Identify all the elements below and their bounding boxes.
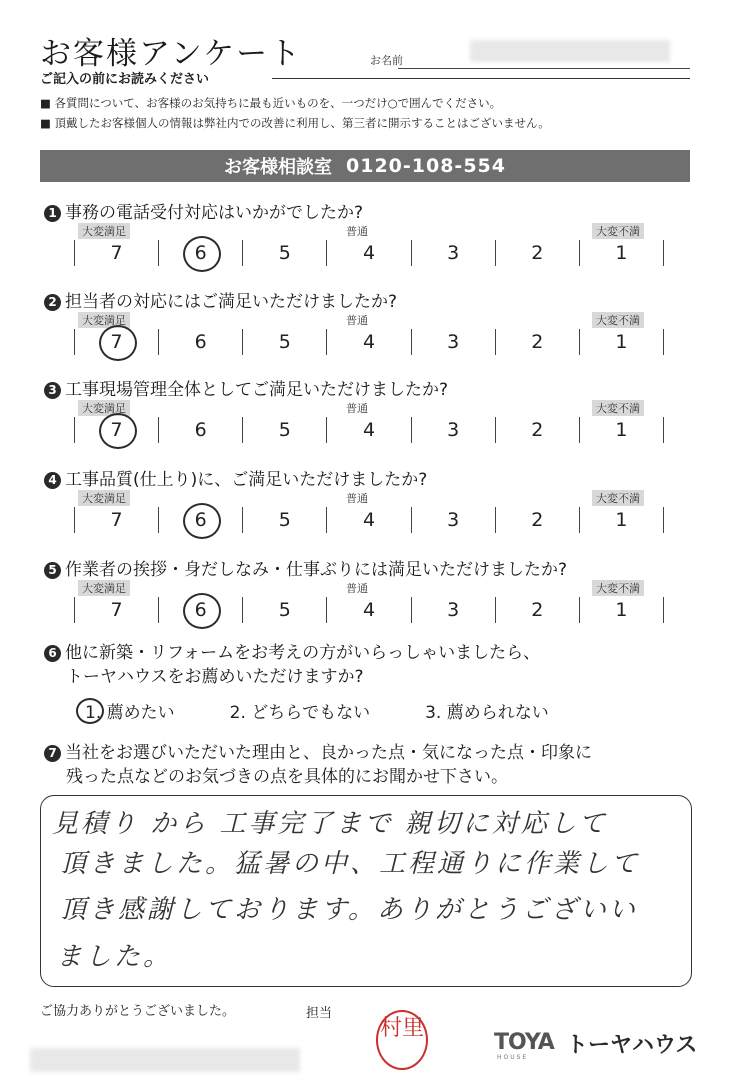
- scale-option[interactable]: 2: [496, 597, 580, 623]
- q6-text: 他に新築・リフォームをお考えの方がいらっしゃいましたら、: [65, 643, 541, 663]
- question-1-number-icon: 1: [44, 205, 61, 222]
- scale-option[interactable]: 1: [580, 597, 664, 623]
- note-1: ■ 各質問について、お客様のお気持ちに最も近いものを、一つだけ○で囲んでください。: [40, 95, 501, 111]
- question-4: [44, 465, 427, 490]
- q6-option-1[interactable]: 1. 薦めたい: [85, 703, 175, 723]
- question-5-scale-label-mid: 普通: [346, 582, 368, 595]
- scale-option[interactable]: 4: [327, 507, 411, 533]
- company-logo-mark: TOYA: [494, 1030, 554, 1055]
- scale-option[interactable]: 6: [159, 417, 243, 443]
- thanks-text: ご協力ありがとうございました。: [40, 1004, 236, 1019]
- name-field-line: [398, 68, 690, 69]
- banner-phone: 0120-108-554: [346, 155, 506, 177]
- question-4-scale-label-high: 大変満足: [78, 490, 130, 506]
- scale-option[interactable]: 7: [74, 597, 159, 623]
- question-2-text: 担当者の対応にはご満足いただけましたか?: [65, 292, 398, 312]
- scale-option[interactable]: 2: [496, 329, 580, 355]
- question-2: [44, 287, 397, 312]
- survey-title: お客様アンケート: [40, 36, 303, 72]
- notice-rule: [272, 78, 690, 79]
- question-1-scale-label-mid: 普通: [346, 225, 368, 238]
- staff-stamp: 村里: [376, 1010, 428, 1070]
- question-4-scale: [74, 507, 664, 533]
- question-3-scale-label-mid: 普通: [346, 402, 368, 415]
- scale-option[interactable]: 4: [327, 329, 411, 355]
- company-logo-sub: HOUSE: [497, 1054, 529, 1061]
- question-3-scale-label-high: 大変満足: [78, 400, 130, 416]
- question-3: [44, 375, 448, 400]
- scale-option[interactable]: 4: [327, 240, 411, 266]
- question-5-number-icon: 5: [44, 562, 61, 579]
- scale-option[interactable]: 3: [412, 329, 496, 355]
- question-2-scale-label-high: 大変満足: [78, 312, 130, 328]
- company-name: トーヤハウス: [566, 1033, 698, 1058]
- question-1: [44, 198, 363, 223]
- question-2-number-icon: 2: [44, 294, 61, 311]
- scale-option[interactable]: 5: [243, 329, 327, 355]
- q6-selection-circle: [76, 698, 104, 724]
- question-4-scale-label-low: 大変不満: [592, 490, 644, 506]
- q7-line2: 残った点などのお気づきの点を具体的にお聞かせ下さい。: [66, 767, 508, 787]
- scale-option[interactable]: 5: [243, 240, 327, 266]
- name-label: お名前: [370, 54, 403, 67]
- question-4-text: 工事品質(仕上り)に、ご満足いただけましたか?: [65, 470, 428, 490]
- q6-line2: トーヤハウスをお薦めいただけますか?: [66, 667, 364, 687]
- comment-line-4: ました。: [56, 942, 173, 972]
- scale-option[interactable]: 2: [496, 507, 580, 533]
- q6-number-icon: 6: [44, 645, 61, 662]
- scale-option[interactable]: 7: [74, 240, 159, 266]
- scale-option[interactable]: 2: [496, 240, 580, 266]
- name-redacted: [470, 40, 670, 62]
- scale-option[interactable]: 1: [580, 507, 664, 533]
- q6-option-2[interactable]: 2. どちらでもない: [229, 703, 371, 723]
- question-5-selection-circle: [183, 593, 221, 629]
- q6-line1: [44, 638, 540, 663]
- scale-option[interactable]: 6: [159, 329, 243, 355]
- scale-option[interactable]: 6: [159, 507, 243, 533]
- q7-line1: [44, 738, 592, 763]
- footer-redacted: [30, 1048, 300, 1072]
- note-2: ■ 頂戴したお客様個人の情報は弊社内での改善に利用し、第三者に開示することはございません。: [40, 115, 550, 131]
- question-2-scale: [74, 329, 664, 355]
- q7-number-icon: 7: [44, 745, 61, 762]
- scale-option[interactable]: 6: [159, 240, 243, 266]
- notice-heading: ご記入の前にお読みください: [40, 72, 210, 87]
- q6-options: [85, 698, 685, 723]
- scale-option[interactable]: 6: [159, 597, 243, 623]
- q7-text: 当社をお選びいただいた理由と、良かった点・気になった点・印象に: [65, 743, 592, 763]
- comment-line-1: 見積り から 工事完了まで 親切に対応して: [52, 809, 608, 839]
- question-4-number-icon: 4: [44, 472, 61, 489]
- scale-option[interactable]: 7: [74, 507, 159, 533]
- question-2-scale-label-low: 大変不満: [592, 312, 644, 328]
- scale-option[interactable]: 5: [243, 417, 327, 443]
- scale-option[interactable]: 4: [327, 597, 411, 623]
- question-3-selection-circle: [99, 413, 137, 449]
- question-1-scale: [74, 240, 664, 266]
- customer-service-banner: [40, 150, 690, 182]
- question-2-selection-circle: [99, 325, 137, 361]
- question-4-selection-circle: [183, 503, 221, 539]
- question-1-selection-circle: [183, 236, 221, 272]
- scale-option[interactable]: 3: [412, 507, 496, 533]
- scale-option[interactable]: 1: [580, 417, 664, 443]
- scale-option[interactable]: 1: [580, 329, 664, 355]
- scale-option[interactable]: 3: [412, 417, 496, 443]
- scale-option[interactable]: 4: [327, 417, 411, 443]
- question-4-scale-label-mid: 普通: [346, 492, 368, 505]
- scale-option[interactable]: 7: [74, 329, 159, 355]
- question-3-number-icon: 3: [44, 382, 61, 399]
- scale-option[interactable]: 5: [243, 507, 327, 533]
- question-1-text: 事務の電話受付対応はいかがでしたか?: [65, 203, 364, 223]
- question-3-scale-label-low: 大変不満: [592, 400, 644, 416]
- scale-option[interactable]: 5: [243, 597, 327, 623]
- question-5-scale-label-high: 大変満足: [78, 580, 130, 596]
- question-1-scale-label-low: 大変不満: [592, 223, 644, 239]
- question-5: [44, 555, 567, 580]
- question-3-text: 工事現場管理全体としてご満足いただけましたか?: [65, 380, 449, 400]
- question-5-text: 作業者の挨拶・身だしなみ・仕事ぶりには満足いただけましたか?: [65, 560, 568, 580]
- comment-line-2: 頂きました。猛暑の中、工程通りに作業して: [60, 849, 641, 879]
- question-5-scale: [74, 597, 664, 623]
- question-5-scale-label-low: 大変不満: [592, 580, 644, 596]
- scale-option[interactable]: 7: [74, 417, 159, 443]
- banner-label: お客様相談室: [224, 157, 332, 178]
- comment-line-3: 頂き感謝しております。ありがとうございい: [60, 895, 638, 925]
- staff-label: 担当: [306, 1006, 333, 1021]
- question-1-scale-label-high: 大変満足: [78, 223, 130, 239]
- scale-option[interactable]: 3: [412, 597, 496, 623]
- question-3-scale: [74, 417, 664, 443]
- scale-option[interactable]: 2: [496, 417, 580, 443]
- scale-option[interactable]: 1: [580, 240, 664, 266]
- question-2-scale-label-mid: 普通: [346, 314, 368, 327]
- scale-option[interactable]: 3: [412, 240, 496, 266]
- q6-option-3[interactable]: 3. 薦められない: [425, 703, 549, 723]
